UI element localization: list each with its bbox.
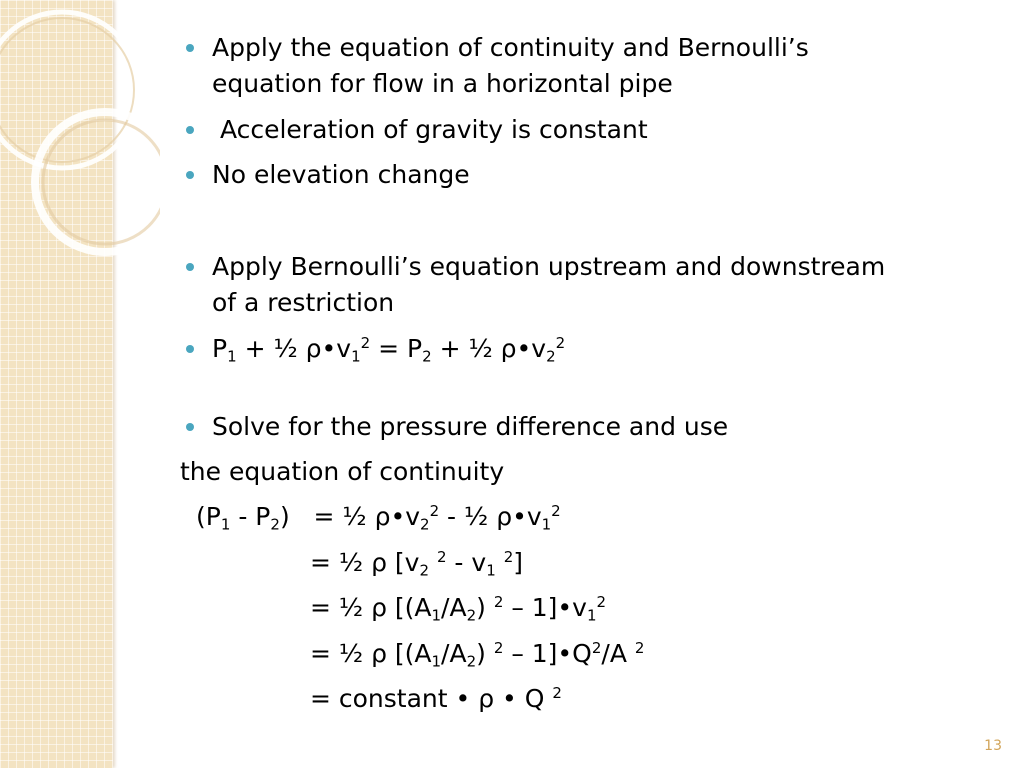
- bullet-marker: [186, 263, 194, 271]
- bullet-text: No elevation change: [212, 160, 470, 189]
- derivation-line-4: = ½ ρ [$(A_1/A_2)$ $^2 - 1]•Q^2/A$ $^2$: [310, 639, 645, 671]
- body-text: the equation of continuity: [180, 457, 505, 486]
- slide-number: 13: [984, 738, 1002, 754]
- bullet-marker: [186, 171, 194, 179]
- bullet-text-continued: equation for flow in a horizontal pipe: [212, 69, 673, 98]
- bullet-text: Acceleration of gravity is constant: [212, 115, 648, 144]
- derivation-line-2: = ½ ρ [$v_2$ $^2 - v_1$ $^2$]: [310, 548, 524, 580]
- bullet-text: Solve for the pressure difference and use: [212, 412, 729, 441]
- bullet-marker: [186, 126, 194, 134]
- derivation-line-1: $(P_1 - P_2)$ = ½ $\rho•v_2^2$ - ½ $\rho•v_1^2$: [196, 502, 561, 534]
- derivation-line-3: = ½ ρ [$(A_1/A_2)$ $^2 - 1]•v_1^2$: [310, 593, 607, 625]
- bullet-marker: [186, 423, 194, 431]
- bullet-marker: [186, 345, 194, 353]
- bullet-text: Apply Bernoulli’s equation upstream and downstream: [212, 252, 886, 281]
- bullet-text-continued: of a restriction: [212, 288, 395, 317]
- bullet-marker: [186, 44, 194, 52]
- derivation-line-5: = constant • ρ • Q $^2$: [310, 684, 562, 713]
- bullet-text: Apply the equation of continuity and Bernoulli’s: [212, 33, 809, 62]
- bernoulli-equation: $P_1$ + ½ $\rho•v_1^2 = P_2$ + ½ $\rho•v_2^2$: [212, 334, 566, 366]
